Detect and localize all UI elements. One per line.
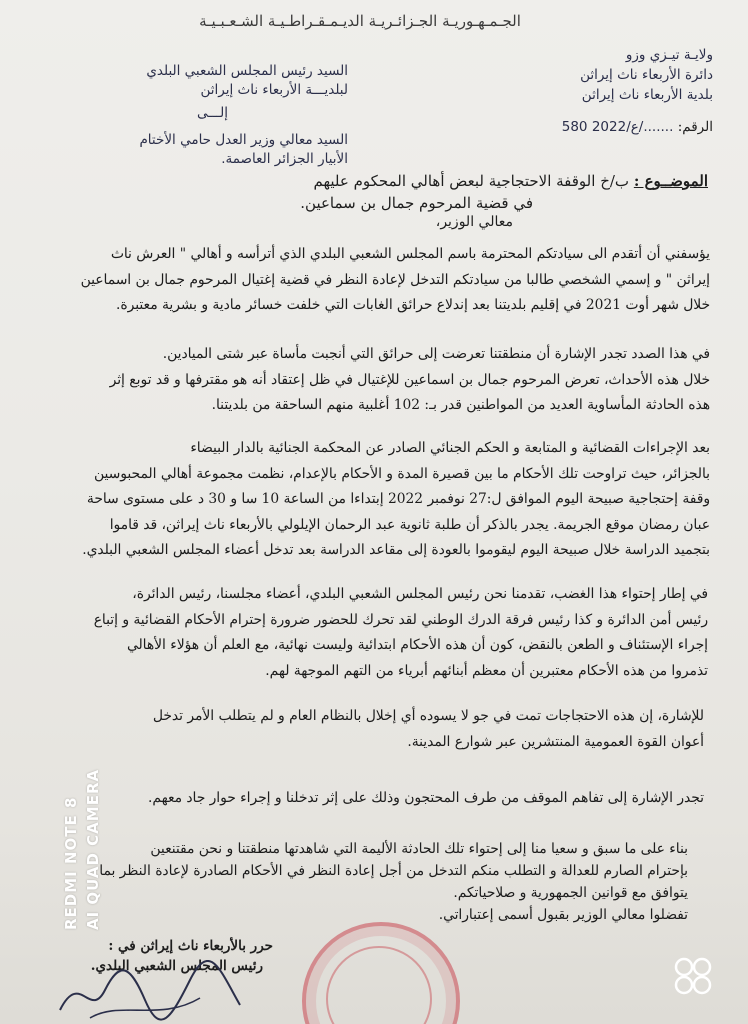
paragraph-6 xyxy=(38,786,704,812)
recipient-line-4: الأبيار الجزائر العاصمة. xyxy=(221,151,348,167)
camera-lens-icon xyxy=(672,955,714,997)
recipient-line-1: السيد رئيس المجلس الشعبي البلدي xyxy=(146,63,348,79)
paragraph-line: يتوافق مع قوانين الجمهورية و صلاحياتكم. xyxy=(453,885,688,901)
subject-label: الموضــوع : xyxy=(633,172,708,190)
paragraph-line: يؤسفني أن أتقدم الى سيادتكم المحترمة باسم المجلس الشعبي البلدي الذي أترأسه و أهالي " العرش ناث xyxy=(110,246,710,262)
reference-number xyxy=(562,118,713,137)
paragraph-line: بناء على ما سبق و سعيا منا إلى إحتواء تلك الحادثة الأليمة التي شاهدتها منطقتنا و نحن مقتنعين xyxy=(150,841,688,857)
subject-line-2: في قضية المرحوم جمال بن سماعين. xyxy=(300,194,533,212)
paragraph-7 xyxy=(38,838,688,926)
sender-commune: بلدية الأربعاء ناث إيراثن xyxy=(581,87,713,103)
watermark-line-2: AI QUAD CAMERA xyxy=(84,768,102,930)
paragraph-line: هذه الحادثة المأساوية العديد من المواطنين قدر بـ: 102 أغلبية منهم الساحقة من بلديتنا. xyxy=(211,397,710,413)
closing-title: رئيس المجلس الشعبي البلدي. xyxy=(90,958,263,974)
paragraph-line: إيراثن " و إسمي الشخصي طالبا من سيادتكم التدخل لإعادة النظر في قضية إغتيال المرحوم جمال بن اسماعين xyxy=(80,271,710,288)
paragraph-line: تفضلوا معالي الوزير بقبول أسمى إعتباراتي. xyxy=(438,907,688,923)
paragraph-1 xyxy=(38,242,710,319)
recipient-line-3: السيد معالي وزير العدل حامي الأختام xyxy=(139,132,348,148)
paragraph-line: تذمروا من هذه الأحكام معتبرين أن معظم أبنائهم أبرياء من التهم الموجهة لهم. xyxy=(265,662,708,679)
paragraph-line: بإحترام الصارم للعدالة و التطلب منكم التدخل من أجل إعادة النظر في الأحكام الصادرة لإعادة النظر بما xyxy=(99,863,688,879)
paragraph-line: إجراء الإستئناف و الطعن بالنقض، كون أن هذه الأحكام ابتدائية وليست نهائية، مع العلم أن هؤلاء الأهالي xyxy=(126,637,708,653)
paragraph-line: خلال هذه الأحداث، تعرض المرحوم جمال بن اسماعين للإغتيال في ظل إعتقاد أنه هو مقترفها و قد توبع إثر xyxy=(109,371,710,388)
reference-value: ......./ع/2022 580 xyxy=(561,119,674,135)
official-stamp xyxy=(302,922,460,1024)
camera-watermark xyxy=(60,769,104,930)
recipient-to: إلـــى xyxy=(197,105,228,121)
paragraph-line: بعد الإجراءات القضائية و المتابعة و الحكم الجنائي الصادر عن المحكمة الجنائية بالدار البيضاء xyxy=(190,440,710,456)
reference-label: الرقم: xyxy=(677,119,713,135)
paragraph-line: تجدر الإشارة إلى تفاهم الموقف من طرف المحتجون وذلك على إثر تدخلنا و إجراء حوار جاد معهم. xyxy=(148,790,704,806)
paragraph-line: خلال شهر أوت 2021 في إقليم بلديتنا بعد إندلاع حرائق الغابات التي خلفت خسائر مادية و بشرية معتبرة. xyxy=(115,297,710,313)
subject-line-1: ب/خ الوقفة الاحتجاجية لبعض أهالي المحكوم عليهم xyxy=(313,172,630,190)
paragraph-4 xyxy=(38,582,708,684)
subject xyxy=(314,172,709,190)
watermark-line-1: REDMI NOTE 8 xyxy=(62,796,80,930)
sender-wilaya: ولايـة تيـزي وزو xyxy=(625,47,713,63)
paragraph-line: وقفة إحتجاجية صبيحة اليوم الموافق ل:27 نوفمبر 2022 إبتداءا من الساعة 10 سا و 30 د على مستوى ساحة xyxy=(86,491,710,507)
paragraph-line: بالجزائر، حيث تراوحت تلك الأحكام ما بين قصيرة المدة و الأحكام بالإعدام، نظمت مجموعة أهالي المحبوسين xyxy=(94,465,710,482)
handwritten-signature xyxy=(50,960,250,1024)
paragraph-line: رئيس أمن الدائرة و كذا رئيس فرقة الدرك الوطني لقد تحرك للحضور ضرورة إحترام الأحكام القضائية و إتباع xyxy=(93,611,708,628)
recipient-line-2: لبلديـــة الأربعاء ناث إيراثن xyxy=(200,82,348,98)
paragraph-line: بتجميد الدراسة خلال صبيحة اليوم ليقوموا بالعودة إلى مقاعد الدراسة بعد تدخل أعضاء المجلس الشعبي البلدي. xyxy=(82,542,710,558)
paragraph-line: أعوان القوة العمومية المنتشرين عبر شوارع المدينة. xyxy=(407,733,704,750)
paragraph-line: عبان رمضان موقع الجريمة. يجدر بالذكر أن طلبة ثانوية عبد الرحمان الإيلولي بالأربعاء ناث إيراثن، قد قاموا xyxy=(109,516,710,533)
paragraph-2 xyxy=(38,342,710,419)
salutation: معالي الوزير، xyxy=(435,214,513,230)
paragraph-line: للإشارة، إن هذه الاحتجاجات تمت في جو لا يسوده أي إخلال بالنظام العام و لم يتطلب الأمر تدخل xyxy=(152,708,704,724)
official-stamp-inner-ring xyxy=(326,946,432,1024)
paragraph-line: في هذا الصدد تجدر الإشارة أن منطقتنا تعرضت إلى حرائق التي أنجبت مأساة عبر شتى الميادين. xyxy=(162,346,710,362)
paragraph-5 xyxy=(38,704,704,755)
paragraph-line: في إطار إحتواء هذا الغضب، تقدمنا نحن رئيس المجلس الشعبي البلدي، أعضاء مجلسنا، رئيس الدائرة، xyxy=(132,586,708,602)
republic-header: الجـمـهـوريـة الجـزائـريـة الديـمـقـراطـيـة الشـعـبـيـة xyxy=(199,12,521,30)
sender-daira: دائرة الأربعاء ناث إيراثن xyxy=(580,67,713,83)
closing-place-date: حرر بالأربعاء ناث إيراثن في : xyxy=(108,938,273,954)
paragraph-3 xyxy=(38,436,710,564)
